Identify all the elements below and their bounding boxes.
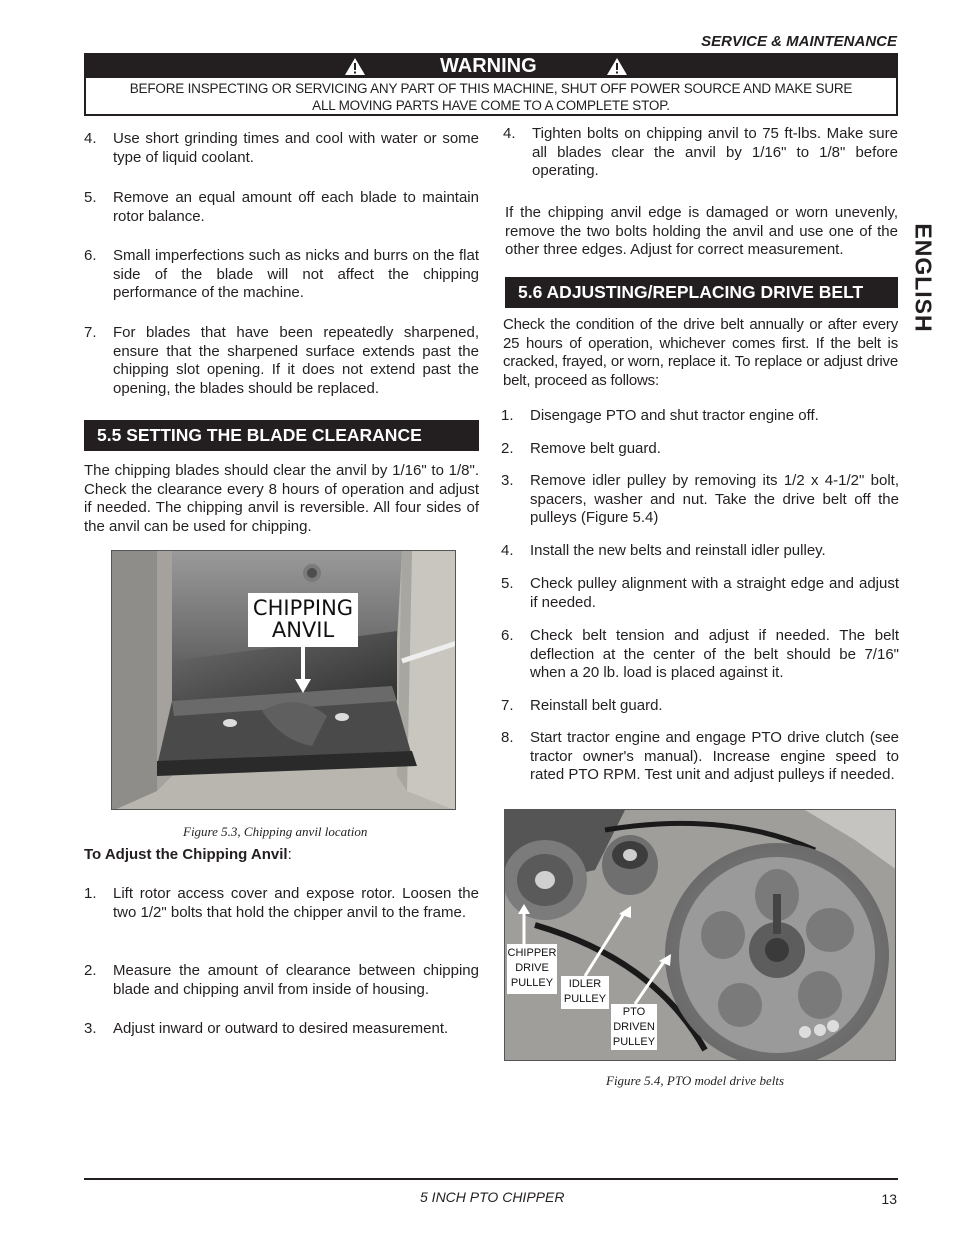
list-text: Remove belt guard. bbox=[530, 440, 661, 457]
list-number: 4. bbox=[501, 542, 514, 559]
warning-body-line: ALL MOVING PARTS HAVE COME TO A COMPLETE STOP. bbox=[312, 98, 670, 113]
footer-title: 5 INCH PTO CHIPPER bbox=[420, 1189, 565, 1205]
warning-body bbox=[86, 78, 896, 114]
list-text: Small imperfections such as nicks and burrs on the flat side of the blade will not affect the chipping performance of the machine. bbox=[113, 247, 479, 302]
list-number: 7. bbox=[84, 324, 97, 341]
list-number: 5. bbox=[84, 189, 97, 206]
page-number: 13 bbox=[881, 1191, 897, 1207]
list-number: 2. bbox=[84, 962, 97, 979]
list-number: 6. bbox=[84, 247, 97, 264]
figure-label-line: PTO bbox=[622, 1006, 646, 1018]
chipping-anvil-photo bbox=[111, 550, 456, 810]
list-text: Check belt tension and adjust if needed. The belt deflection at the center of the belt should be 7/16" when a 20 lb. load is placed against it. bbox=[530, 627, 899, 682]
list-number: 1. bbox=[501, 407, 514, 424]
list-number: 4. bbox=[84, 130, 97, 147]
subhead-text: To Adjust the Chipping Anvil bbox=[84, 846, 288, 863]
list-text: Adjust inward or outward to desired measurement. bbox=[113, 1020, 449, 1037]
anvil-edge-note: If the chipping anvil edge is damaged or worn unevenly, remove the two bolts holding the anvil and use one of the other three edges. Adjust for correct measurement. bbox=[505, 204, 898, 259]
warning-bar bbox=[86, 55, 896, 78]
figure-label-line: CHIPPER bbox=[507, 947, 557, 959]
list-number: 7. bbox=[501, 697, 514, 714]
list-text: Tighten bolts on chipping anvil to 75 ft-lbs. Make sure all blades clear the anvil by 1/16" to 1/8" before operating. bbox=[532, 125, 898, 180]
figure-label-line: CHIPPING bbox=[252, 596, 354, 620]
figure-label-line: DRIVEN bbox=[613, 1021, 655, 1033]
list-text: Start tractor engine and engage PTO drive clutch (see tractor owner's manual). Increase engine speed to rated PTO RPM. Test unit and adjust pulleys if needed. bbox=[530, 729, 899, 784]
warning-box bbox=[84, 53, 898, 116]
chipper-drive-pulley-label bbox=[507, 946, 557, 991]
figure-label-line: DRIVE bbox=[515, 962, 549, 974]
section-heading-5-6: 5.6 ADJUSTING/REPLACING DRIVE BELT bbox=[505, 277, 898, 308]
section-5-6-intro: Check the condition of the drive belt annually or after every 25 hours of operation, whichever comes first. If the belt is cracked, frayed, or worn, replace it. To replace or adjust drive belt, proceed as follows: bbox=[503, 316, 898, 389]
list-number: 3. bbox=[501, 472, 514, 489]
warning-title: WARNING bbox=[440, 55, 537, 77]
list-number: 6. bbox=[501, 627, 514, 644]
chipping-anvil-label bbox=[248, 597, 358, 641]
section-5-5-intro: The chipping blades should clear the anvil by 1/16" to 1/8". Check the clearance every 8 hours of operation and adjust if needed. The chipping anvil is reversible. All four sides of the anvil can be used for chipping. bbox=[84, 462, 479, 535]
warning-triangle-icon bbox=[606, 57, 628, 76]
figure-label-line: IDLER bbox=[568, 978, 602, 990]
list-text: Lift rotor access cover and expose rotor. Loosen the two 1/2" bolts that hold the chipper anvil to the frame. bbox=[113, 885, 479, 921]
list-number: 3. bbox=[84, 1020, 97, 1037]
list-text: Use short grinding times and cool with water or some type of liquid coolant. bbox=[113, 130, 479, 166]
list-number: 2. bbox=[501, 440, 514, 457]
warning-body-line: BEFORE INSPECTING OR SERVICING ANY PART OF THIS MACHINE, SHUT OFF POWER SOURCE AND MAKE SURE bbox=[129, 81, 853, 96]
figure-label-line: PULLEY bbox=[510, 977, 554, 989]
pto-driven-pulley-label bbox=[611, 1005, 657, 1050]
list-number: 5. bbox=[501, 575, 514, 592]
list-number: 4. bbox=[503, 125, 516, 142]
list-number: 8. bbox=[501, 729, 514, 746]
idler-pulley-label bbox=[561, 977, 609, 1007]
figure-label-line: PULLEY bbox=[612, 1036, 656, 1048]
footer-divider bbox=[84, 1178, 898, 1180]
section-heading-5-5: 5.5 SETTING THE BLADE CLEARANCE bbox=[84, 420, 479, 451]
list-text: Install the new belts and reinstall idler pulley. bbox=[530, 542, 826, 559]
warning-triangle-icon bbox=[344, 57, 366, 76]
figure-5-4-caption: Figure 5.4, PTO model drive belts bbox=[606, 1073, 785, 1088]
list-text: Reinstall belt guard. bbox=[530, 697, 663, 714]
subhead-suffix: : bbox=[287, 846, 292, 863]
list-text: Remove idler pulley by removing its 1/2 x 4-1/2" bolt, spacers, washer and nut. Take the drive belt off the pulleys (Figure 5.4) bbox=[530, 472, 899, 527]
list-number: 1. bbox=[84, 885, 97, 902]
list-text: Check pulley alignment with a straight edge and adjust if needed. bbox=[530, 575, 899, 611]
side-tab-label: ENGLISH bbox=[910, 223, 937, 333]
header-title: SERVICE & MAINTENANCE bbox=[701, 33, 897, 50]
figure-label-line: PULLEY bbox=[563, 993, 607, 1005]
adjust-anvil-subhead bbox=[84, 846, 292, 863]
language-side-tab bbox=[906, 223, 940, 333]
list-text: Remove an equal amount off each blade to maintain rotor balance. bbox=[113, 189, 479, 225]
list-text: For blades that have been repeatedly sharpened, ensure that the sharpened surface extends past the chipping slot opening. If it does not extend past the opening, the blades should be replaced. bbox=[113, 324, 479, 397]
list-text: Disengage PTO and shut tractor engine off. bbox=[530, 407, 819, 424]
drive-belt-photo bbox=[504, 809, 896, 1061]
figure-5-3-caption: Figure 5.3, Chipping anvil location bbox=[183, 824, 368, 839]
list-text: Measure the amount of clearance between chipping blade and chipping anvil from inside of housing. bbox=[113, 962, 479, 998]
figure-label-line: ANVIL bbox=[271, 618, 335, 642]
